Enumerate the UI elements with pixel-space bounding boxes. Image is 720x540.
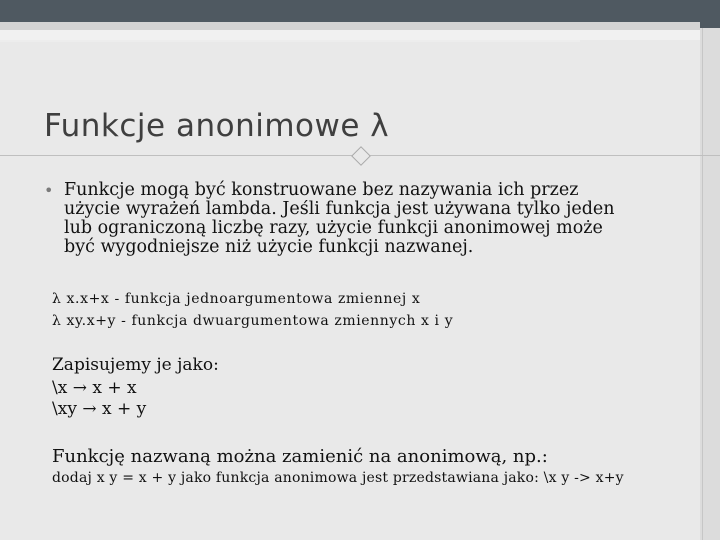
- example-line: λ xy.x+y - funkcja dwuargumentowa zmiennych x i y: [52, 313, 454, 329]
- bullet-paragraph: [44, 180, 692, 257]
- bullet-marker: •: [44, 181, 54, 200]
- example-line: λ x.x+x - funkcja jednoargumentowa zmiennej x: [52, 291, 421, 307]
- divider-diamond: [351, 146, 371, 166]
- conversion-example: dodaj x y = x + y jako funkcja anonimowa jest przedstawiana jako: \x y -> x+y: [52, 470, 624, 486]
- notation-line: \xy → x + y: [52, 399, 147, 419]
- top-light-bar: [0, 30, 720, 40]
- bullet-line: Funkcje mogą być konstruowane bez nazywania ich przez: [64, 180, 579, 200]
- slide-title: Funkcje anonimowe λ: [44, 108, 390, 144]
- conversion-heading: Funkcję nazwaną można zamienić na anonimową, np.:: [52, 446, 548, 467]
- right-top-block: [700, 0, 720, 28]
- right-border-strip: [700, 0, 720, 540]
- notation-heading: Zapisujemy je jako:: [52, 355, 219, 375]
- bullet-line: być wygodniejsze niż użycie funkcji nazwanej.: [64, 237, 474, 257]
- top-accent-line: [0, 40, 580, 42]
- top-dark-bar: [0, 0, 700, 22]
- notation-line: \x → x + x: [52, 378, 137, 398]
- bullet-line: lub ograniczoną liczbę razy, użycie funkcji anonimowej może: [64, 218, 603, 238]
- bullet-line: użycie wyrażeń lambda. Jeśli funkcja jest używana tylko jeden: [64, 199, 615, 219]
